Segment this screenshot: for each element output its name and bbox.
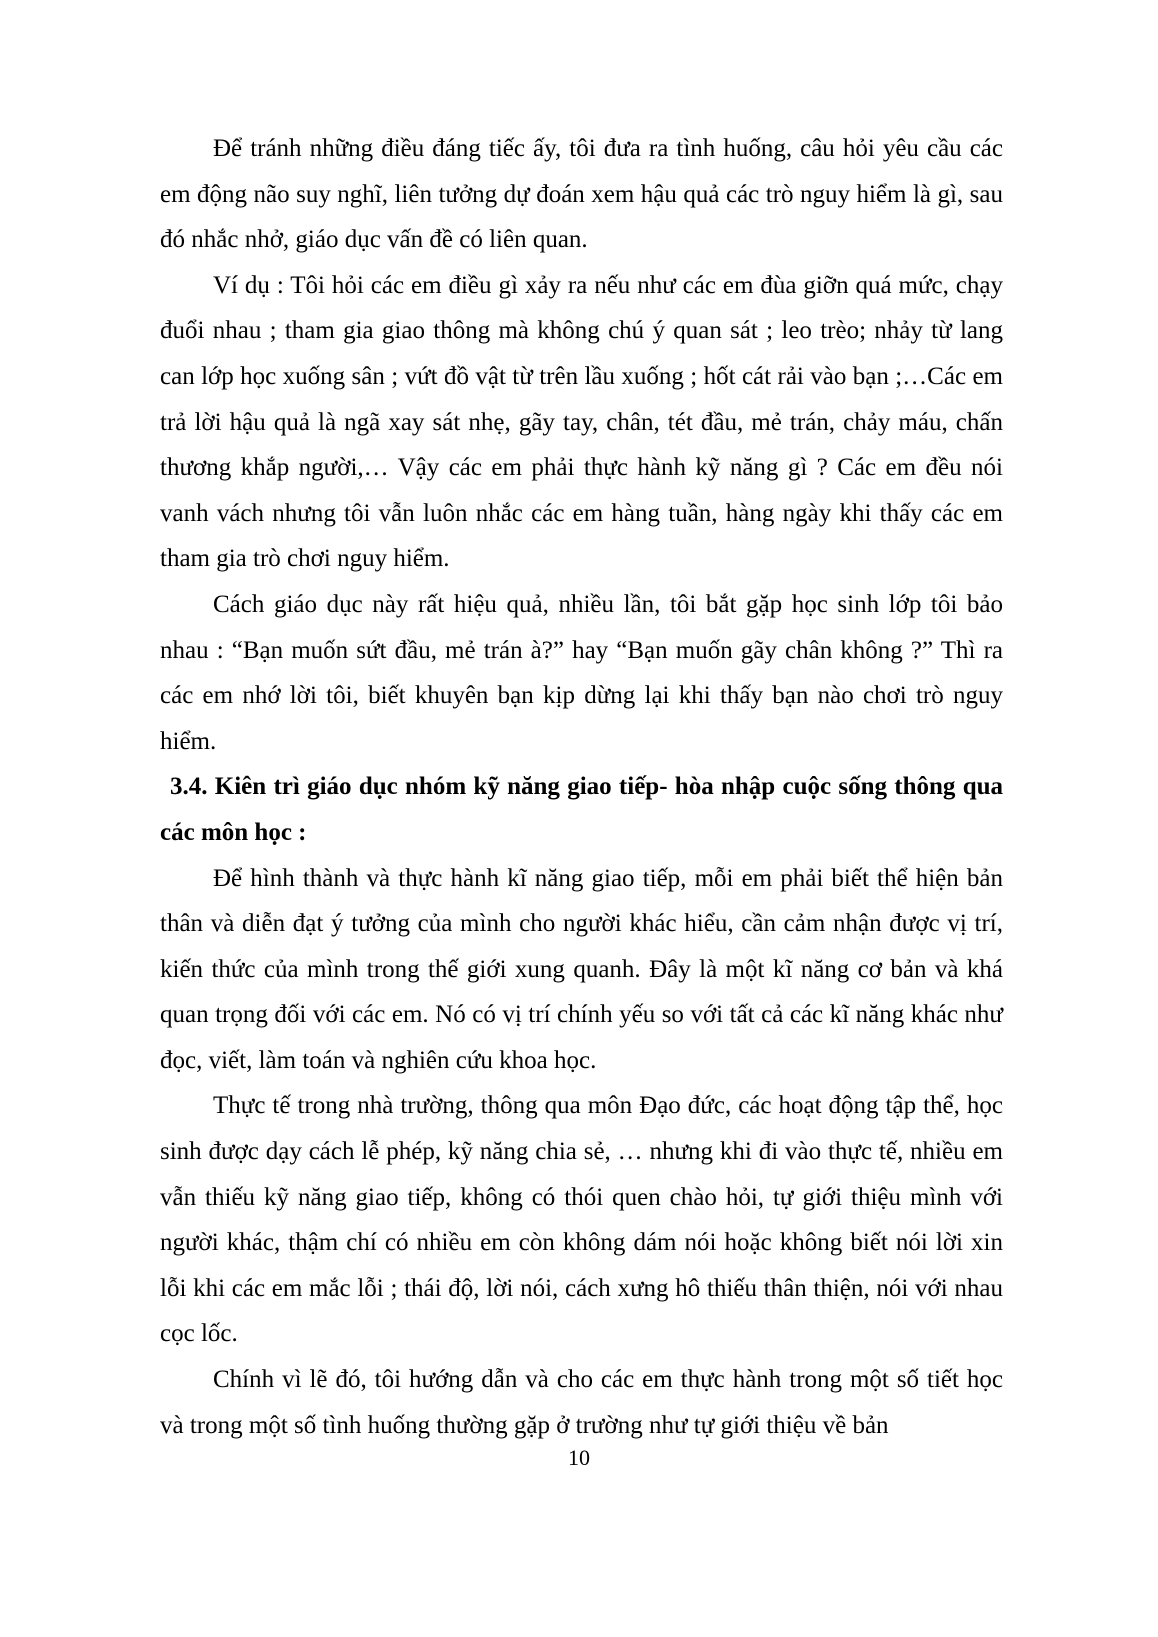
paragraph-3: Cách giáo dục này rất hiệu quả, nhiều lần, tôi bắt gặp học sinh lớp tôi bảo nhau : “Bạn muốn sứt đầu, mẻ trán à?” hay “Bạn muốn gãy chân không ?” Thì ra các em nhớ lời tôi, biết khuyên bạn kịp dừng lại khi thấy bạn nào chơi trò nguy hiểm. [160, 590, 1003, 755]
paragraph-6: Chính vì lẽ đó, tôi hướng dẫn và cho các em thực hành trong một số tiết học và trong một số tình huống thường gặp ở trường như tự giới thiệu về bản [160, 1366, 1003, 1439]
paragraph-4: Để hình thành và thực hành kĩ năng giao tiếp, mỗi em phải biết thể hiện bản thân và diễn đạt ý tưởng của mình cho người khác hiểu, cần cảm nhận được vị trí, kiến thức của mình trong thế giới xung quanh. Đây là một kĩ năng cơ bản và khá quan trọng đối với các em. Nó có vị trí chính yếu so với tất cả các kĩ năng khác như đọc, viết, làm toán và nghiên cứu khoa học. [160, 864, 1003, 1074]
page-number: 10 [568, 1445, 590, 1470]
paragraph-5: Thực tế trong nhà trường, thông qua môn Đạo đức, các hoạt động tập thể, học sinh được dạy cách lễ phép, kỹ năng chia sẻ, … nhưng khi đi vào thực tế, nhiều em vẫn thiếu kỹ năng giao tiếp, không có thói quen chào hỏi, tự giới thiệu mình với người khác, thậm chí có nhiều em còn không dám nói hoặc không biết nói lời xin lỗi khi các em mắc lỗi ; thái độ, lời nói, cách xưng hô thiếu thân thiện, nói với nhau cọc lốc. [160, 1092, 1003, 1348]
document-body [160, 126, 1003, 1448]
section-heading-3-4: 3.4. Kiên trì giáo dục nhóm kỹ năng giao tiếp- hòa nhập cuộc sống thông qua các môn học : [160, 773, 1003, 846]
paragraph-2: Ví dụ : Tôi hỏi các em điều gì xảy ra nếu như các em đùa giỡn quá mức, chạy đuổi nhau ; tham gia giao thông mà không chú ý quan sát ; leo trèo; nhảy từ lang can lớp học xuống sân ; vứt đồ vật từ trên lầu xuống ; hốt cát rải vào bạn ;…Các em trả lời hậu quả là ngã xay sát nhẹ, gãy tay, chân, tét đầu, mẻ trán, chảy máu, chấn thương khắp người,… Vậy các em phải thực hành kỹ năng gì ? Các em đều nói vanh vách nhưng tôi vẫn luôn nhắc các em hàng tuần, hàng ngày khi thấy các em tham gia trò chơi nguy hiểm. [160, 271, 1003, 573]
paragraph-1: Để tránh những điều đáng tiếc ấy, tôi đưa ra tình huống, câu hỏi yêu cầu các em động não suy nghĩ, liên tưởng dự đoán xem hậu quả các trò nguy hiểm là gì, sau đó nhắc nhở, giáo dục vấn đề có liên quan. [160, 135, 1003, 254]
